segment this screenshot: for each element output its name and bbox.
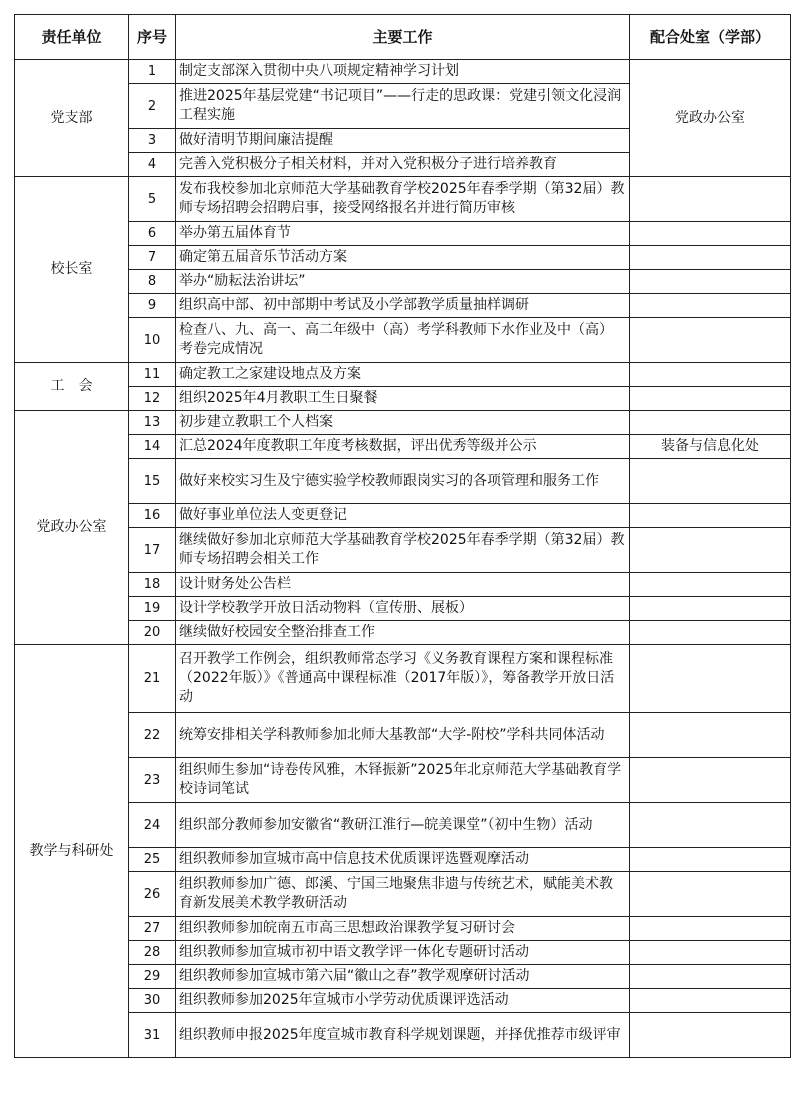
table-row (15, 411, 791, 435)
row-num: 27 (129, 917, 176, 941)
table-row (15, 965, 791, 989)
row-task: 组织2025年4月教职工生日聚餐 (176, 387, 630, 411)
row-num: 31 (129, 1013, 176, 1058)
coop-cell-empty (630, 645, 791, 713)
row-task: 举办第五届体育节 (176, 222, 630, 246)
row-task: 组织教师参加宣城市第六届“徽山之春”教学观摩研讨活动 (176, 965, 630, 989)
table-row (15, 713, 791, 758)
row-task: 组织教师参加宣城市高中信息技术优质课评选暨观摩活动 (176, 848, 630, 872)
coop-cell-empty (630, 528, 791, 573)
table-row (15, 573, 791, 597)
row-task: 做好来校实习生及宁德实验学校教师跟岗实习的各项管理和服务工作 (176, 459, 630, 504)
table-row (15, 270, 791, 294)
row-task: 继续做好参加北京师范大学基础教育学校2025年春季学期（第32届）教师专场招聘会相关工作 (176, 528, 630, 573)
row-num: 1 (129, 60, 176, 84)
table-row (15, 222, 791, 246)
row-task: 继续做好校园安全整治排查工作 (176, 621, 630, 645)
row-task: 组织部分教师参加安徽省“教研江淮行—皖美课堂”（初中生物）活动 (176, 803, 630, 848)
unit-principal-office: 校长室 (15, 177, 129, 363)
row-num: 24 (129, 803, 176, 848)
unit-union: 工 会 (15, 363, 129, 411)
row-task: 组织教师参加宣城市初中语文教学评一体化专题研讨活动 (176, 941, 630, 965)
row-task: 确定第五届音乐节活动方案 (176, 246, 630, 270)
table-row (15, 60, 791, 84)
row-task: 推进2025年基层党建“书记项目”——行走的思政课：党建引领文化浸润工程实施 (176, 84, 630, 129)
row-num: 12 (129, 387, 176, 411)
coop-cell-empty (630, 941, 791, 965)
header-unit: 责任单位 (15, 15, 129, 60)
row-task: 制定支部深入贯彻中央八项规定精神学习计划 (176, 60, 630, 84)
row-task: 汇总2024年度教职工年度考核数据，评出优秀等级并公示 (176, 435, 630, 459)
row-num: 7 (129, 246, 176, 270)
row-num: 16 (129, 504, 176, 528)
coop-cell-empty (630, 713, 791, 758)
coop-cell-empty (630, 177, 791, 222)
coop-cell-empty (630, 989, 791, 1013)
row-num: 8 (129, 270, 176, 294)
row-task: 做好清明节期间廉洁提醒 (176, 129, 630, 153)
coop-cell-empty (630, 318, 791, 363)
table-row (15, 459, 791, 504)
table-row (15, 989, 791, 1013)
row-task: 组织教师参加皖南五市高三思想政治课教学复习研讨会 (176, 917, 630, 941)
table-row (15, 363, 791, 387)
coop-cell-empty (630, 270, 791, 294)
table-row (15, 504, 791, 528)
coop-cell-empty (630, 387, 791, 411)
row-task: 检查八、九、高一、高二年级中（高）考学科教师下水作业及中（高）考卷完成情况 (176, 318, 630, 363)
coop-cell-empty (630, 504, 791, 528)
row-num: 22 (129, 713, 176, 758)
table-row (15, 941, 791, 965)
row-num: 3 (129, 129, 176, 153)
row-num: 2 (129, 84, 176, 129)
row-num: 25 (129, 848, 176, 872)
table-row (15, 848, 791, 872)
table-row (15, 1013, 791, 1058)
coop-cell-empty (630, 621, 791, 645)
row-task: 召开教学工作例会，组织教师常态学习《义务教育课程方案和课程标准（2022年版）》《普通高中课程标准（2017年版）》，筹备教学开放日活动 (176, 645, 630, 713)
table-row (15, 872, 791, 917)
row-num: 9 (129, 294, 176, 318)
row-num: 15 (129, 459, 176, 504)
table-row (15, 435, 791, 459)
table-row (15, 917, 791, 941)
coop-cell-empty (630, 917, 791, 941)
coop-cell-empty (630, 246, 791, 270)
row-num: 21 (129, 645, 176, 713)
header-num: 序号 (129, 15, 176, 60)
table-row (15, 177, 791, 222)
row-task: 组织高中部、初中部期中考试及小学部教学质量抽样调研 (176, 294, 630, 318)
row-num: 19 (129, 597, 176, 621)
table-row (15, 528, 791, 573)
row-num: 4 (129, 153, 176, 177)
row-task: 组织教师参加广德、郎溪、宁国三地聚焦非遗与传统艺术，赋能美术教育新发展美术教学教研活动 (176, 872, 630, 917)
row-num: 10 (129, 318, 176, 363)
coop-cell-empty (630, 459, 791, 504)
coop-cell-empty (630, 803, 791, 848)
coop-party-admin-office: 党政办公室 (630, 60, 791, 177)
row-task: 统筹安排相关学科教师参加北师大基教部“大学-附校”学科共同体活动 (176, 713, 630, 758)
row-num: 20 (129, 621, 176, 645)
row-num: 11 (129, 363, 176, 387)
table-row (15, 758, 791, 803)
row-task: 设计学校教学开放日活动物料（宣传册、展板） (176, 597, 630, 621)
row-num: 6 (129, 222, 176, 246)
work-plan-table (14, 14, 791, 1058)
row-task: 组织师生参加“诗卷传风雅，木铎振新”2025年北京师范大学基础教育学校诗词笔试 (176, 758, 630, 803)
header-coop: 配合处室（学部） (630, 15, 791, 60)
unit-party-admin-office: 党政办公室 (15, 411, 129, 645)
row-task: 发布我校参加北京师范大学基础教育学校2025年春季学期（第32届）教师专场招聘会招聘启事，接受网络报名并进行简历审核 (176, 177, 630, 222)
row-task: 组织教师参加2025年宣城市小学劳动优质课评选活动 (176, 989, 630, 1013)
row-num: 17 (129, 528, 176, 573)
unit-party-branch: 党支部 (15, 60, 129, 177)
table-row (15, 803, 791, 848)
coop-cell-empty (630, 965, 791, 989)
row-num: 30 (129, 989, 176, 1013)
row-task: 设计财务处公告栏 (176, 573, 630, 597)
table-row (15, 387, 791, 411)
header-task: 主要工作 (176, 15, 630, 60)
row-task: 确定教工之家建设地点及方案 (176, 363, 630, 387)
row-task: 完善入党积极分子相关材料，并对入党积极分子进行培养教育 (176, 153, 630, 177)
table-row (15, 294, 791, 318)
coop-cell-empty (630, 573, 791, 597)
row-num: 28 (129, 941, 176, 965)
coop-cell-empty (630, 363, 791, 387)
table-row (15, 621, 791, 645)
coop-equipment-it: 装备与信息化处 (630, 435, 791, 459)
row-task: 组织教师申报2025年度宣城市教育科学规划课题，并择优推荐市级评审 (176, 1013, 630, 1058)
row-task: 做好事业单位法人变更登记 (176, 504, 630, 528)
row-num: 13 (129, 411, 176, 435)
coop-cell-empty (630, 848, 791, 872)
table-row (15, 318, 791, 363)
row-task: 初步建立教职工个人档案 (176, 411, 630, 435)
row-num: 26 (129, 872, 176, 917)
table-row (15, 246, 791, 270)
row-num: 14 (129, 435, 176, 459)
row-task: 举办“励耘法治讲坛” (176, 270, 630, 294)
row-num: 23 (129, 758, 176, 803)
coop-cell-empty (630, 294, 791, 318)
table-row (15, 597, 791, 621)
row-num: 18 (129, 573, 176, 597)
unit-teaching-research: 教学与科研处 (15, 645, 129, 1058)
row-num: 5 (129, 177, 176, 222)
row-num: 29 (129, 965, 176, 989)
coop-cell-empty (630, 1013, 791, 1058)
table-row (15, 645, 791, 713)
coop-cell-empty (630, 411, 791, 435)
header-row (15, 15, 791, 60)
coop-cell-empty (630, 758, 791, 803)
coop-cell-empty (630, 597, 791, 621)
coop-cell-empty (630, 222, 791, 246)
coop-cell-empty (630, 872, 791, 917)
